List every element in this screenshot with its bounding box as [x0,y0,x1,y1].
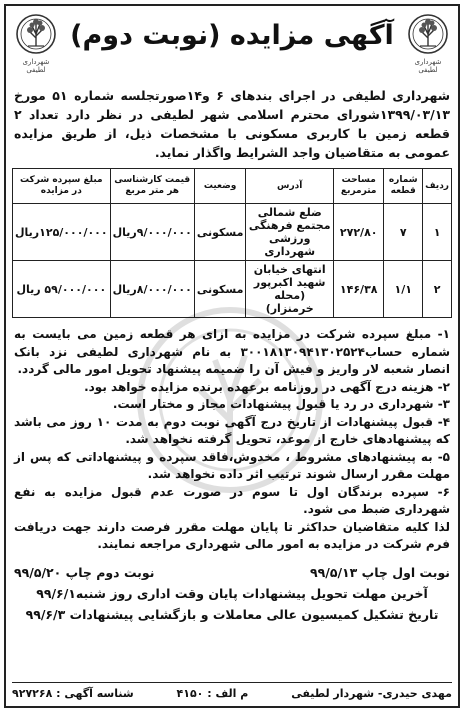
cell-price: ۸/۰۰۰/۰۰۰ریال [110,261,194,318]
reference-code: م الف : ۴۱۵۰ [176,687,249,700]
table-row [13,261,452,318]
cell-row: ۱ [423,204,452,261]
condition-item: ۶- سپرده برندگان اول تا سوم در صورت عدم قبول مزایده به نفع شهرداری ضبط می شود. [14,484,450,516]
cell-address: انتهای خیابان شهید اکبرپور (محله خرمنزار) [246,261,334,318]
cell-deposit: ۵۹/۰۰۰/۰۰۰ ریال [13,261,111,318]
dates-block [14,562,450,625]
submission-deadline: آخرین مهلت تحویل پیشنهادات پایان وقت اداری روز شنبه۹۹/۶/۱ [36,585,428,601]
cell-lot: ۱/۱ [384,261,423,318]
signatory: مهدی حیدری- شهردار لطیفی [291,687,452,700]
condition-item: لذا کلیه متقاضیان حداکثر تا پایان مهلت مقرر فرصت دارند جهت دریافت فرم شرکت در مزایده به امور مالی شهرداری مراجعه نمایند. [14,519,450,551]
condition-item: ۱- مبلغ سپرده شرکت در مزایده به ازای هر قطعه زمین می بایست به شماره حساب۳۰۰۱۸۱۳۰۹۴۱۳۰۲۵۲۴ به نام شهرداری لطیفی نزد بانک انصار شعبه لار واریز و فیش آن را ضمیمه پیشنهاد تحویل امور مالی گردد. [14,327,450,376]
cell-deposit: ۱۲۵/۰۰۰/۰۰۰ریال [13,204,111,261]
municipality-logo-right [406,12,450,72]
logo-caption: شهرداری لطیفی [414,58,442,74]
ad-id: شناسه آگهی : ۹۲۷۲۶۸ [12,687,134,700]
condition-item: ۲- هزینه درج آگهی در روزنامه برعهده برنده مزایده خواهد بود. [84,379,450,394]
col-deposit: مبلغ سپرده شرکت در مزایده [13,169,111,204]
cell-lot: ۷ [384,204,423,261]
col-price: قیمت کارشناسی هر متر مربع [110,169,194,204]
second-print-date: نوبت دوم چاپ ۹۹/۵/۲۰ [14,564,155,580]
conditions-list [6,326,458,554]
notice-header [6,6,458,82]
notice-title: آگهی مزایده (نوبت دوم) [70,20,394,51]
table-header-row [13,169,452,204]
col-lot: شماره قطعه [384,169,423,204]
col-address: آدرس [246,169,334,204]
cell-price: ۹/۰۰۰/۰۰۰ریال [110,204,194,261]
commission-date: تاریخ تشکیل کمیسیون عالی معاملات و بازگشایی پیشنهادات ۹۹/۶/۳ [25,606,439,622]
col-status: وضعیت [194,169,246,204]
first-print-date: نوبت اول چاپ ۹۹/۵/۱۳ [310,564,450,580]
cell-address: ضلع شمالی مجتمع فرهنگی ورزشی شهرداری [246,204,334,261]
col-row: ردیف [423,169,452,204]
land-lots-table [12,168,452,318]
cell-area: ۲۷۲/۸۰ [334,204,384,261]
cell-status: مسکونی [194,261,246,318]
intro-paragraph: شهرداری لطیفی در اجرای بندهای ۶ و۱۴صورتجلسه شماره ۵۱ مورخ ۱۳۹۹/۰۳/۱۳شورای محترم اسلامی شهر لطیفی در نظر دارد تعداد ۲ قطعه زمین با کاربری مسکونی با مشخصات ذیل، از طریق مزایده عمومی به متقاضیان واجد الشرایط واگذار نماید. [14,88,450,160]
municipality-logo-left [14,12,58,72]
cell-status: مسکونی [194,204,246,261]
col-area: مساحت مترمربع [334,169,384,204]
cell-row: ۲ [423,261,452,318]
print-dates-row [14,562,450,583]
condition-item: ۵- به پیشنهادهای مشروط ، مخدوش،فاقد سپرده و پیشنهاداتی که پس از مهلت مقرر ارسال شوند ترتیب اثر داده نخواهد شد. [14,449,450,481]
condition-item: ۳- شهرداری در رد یا قبول پیشنهادات مجاز و مختار است. [112,397,450,411]
logo-caption: شهرداری لطیفی [22,58,50,74]
notice-footer [12,682,452,700]
table-row [13,204,452,261]
condition-item: ۴- قبول پیشنهادات از تاریخ درج آگهی نوبت دوم به مدت ۱۰ روز می باشد که پیشنهادهای خارج از موعد، تحویل گرفته نخواهد شد. [14,414,451,446]
notice-frame [4,4,460,708]
cell-area: ۱۴۶/۳۸ [334,261,384,318]
